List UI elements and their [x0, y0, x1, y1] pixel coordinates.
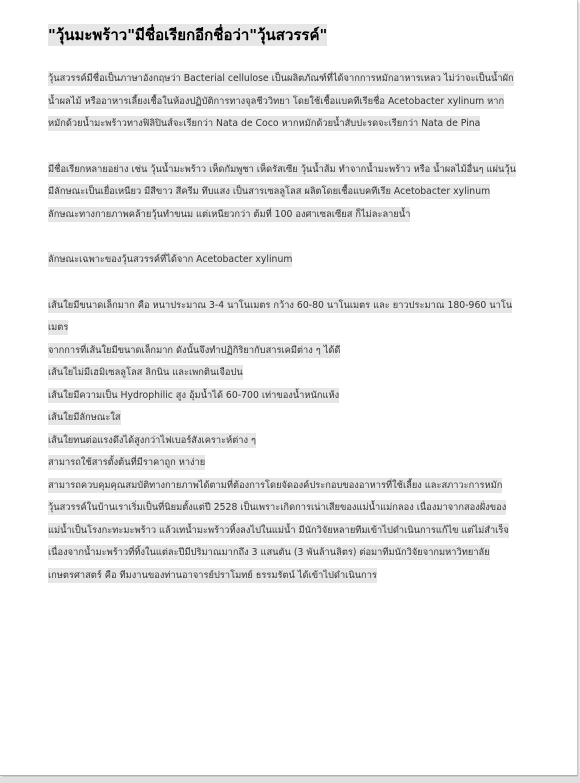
paragraph-names — [48, 159, 518, 227]
feature-item-text: สามารถใช้สารตั้งต้นที่มีราคาถูก หาง่าย — [48, 457, 206, 468]
paragraph-intro — [48, 68, 518, 136]
feature-item-text: วุ้นสวรรค์ในบ้านเราเริ่มเป็นที่นิยมตั้งแต่ปี 2528 เป็นเพราะเกิดการเน่าเสียของแม่น้ำแม่กลอง เนื่องมาจากสองฝั่งของแม่น้ำเป็นโรงกะทะมะพร้าว แล้วเทน้ำมะพร้าวทิ้งลงไปในแม่น้ำ มีนักวิจัยหลายทีมเข้าไปดำเนินการแก้ไข แต่ไม่สำเร็จเนื่องจากน้ำมะพร้าวที่ทิ้งในแต่ละปีมีปริมาณมากถึง 3 แสนตัน (3 พันล้านลิตร) ต่อมาทีมนักวิจัยจากมหาวิทยาลัยเกษตรศาสตร์ คือ ทีมงานของท่านอาจารย์ปราโมทย์ ธรรมรัตน์ ได้เข้าไปดำเนินการ — [48, 502, 509, 581]
feature-item — [48, 362, 518, 385]
document-title — [48, 24, 518, 46]
feature-item — [48, 452, 518, 475]
feature-item-text: เส้นใยทนต่อแรงดึงได้สูงกว่าไฟเบอร์สังเคราะห์ต่าง ๆ — [48, 434, 257, 446]
feature-item-text: เส้นใยมีความเป็น Hydrophilic สูง อุ้มน้ำได้ 60-700 เท่าของน้ำหนักแห้ง — [48, 389, 340, 401]
feature-item — [48, 295, 518, 340]
feature-item-text: จากการที่เส้นใยมีขนาดเล็กมาก ดังนั้นจึงทำปฏิกิริยากับสารเคมีต่าง ๆ ได้ดี — [48, 344, 341, 356]
paragraph-features-heading-text: ลักษณะเฉพาะของวุ้นสวรรค์ที่ได้จาก Acetobacter xylinum — [48, 254, 293, 265]
feature-item-text: เส้นใยไม่มีเฮมิเซลลูโลส ลิกนิน และเพกตินเจือปน — [48, 367, 243, 378]
paragraph-names-text: มีชื่อเรียกหลายอย่าง เช่น วุ้นน้ำมะพร้าว เห็ดกัมพูชา เห็ดรัสเซีย วุ้นน้ำส้ม ทำจากน้ำมะพร้าว หรือ น้ำผลไม้อื่นๆ แผ่นวุ้นมีลักษณะเป็นเยื่อเหนียว มีสีขาว สีครีม ทึบแสง เป็นสารเซลลูโลส ผลิตโดยเชื้อแบคทีเรีย Acetobacter xylinum ลักษณะทางกายภาพคล้ายวุ้นทำขนม แต่เหนียวกว่า ต้มที่ 100 องศาเซลเซียส ก็ไม่ละลายน้ำ — [48, 163, 516, 220]
document-content — [48, 24, 518, 587]
paragraph-features-heading — [48, 249, 518, 272]
feature-item — [48, 497, 518, 587]
feature-item-text: เส้นใยมีขนาดเล็กมาก คือ หนาประมาณ 3-4 นาโนเมตร กว้าง 60-80 นาโนเมตร และ ยาวประมาณ 180-960 นาโนเมตร — [48, 299, 513, 333]
document-title-text: "วุ้นมะพร้าว"มีชื่อเรียกอีกชื่อว่า"วุ้นสวรรค์" — [48, 26, 328, 44]
paragraph-intro-text: วุ้นสวรรค์มีชื่อเป็นภาษาอังกฤษว่า Bacterial cellulose เป็นผลิตภัณฑ์ที่ได้จากการหมักอาหารเหลว ไม่ว่าจะเป็นน้ำผัก น้ำผลไม้ หรืออาหารเลี้ยงเชื้อในห้องปฏิบัติการทางจุลชีววิทยา โดยใช้เชื้อแบคทีเรียชื่อ Acetobacter xylinum หากหมักด้วยน้ำมะพร้าวทางฟิลิปินส์จะเรียกว่า Nata de Coco หากหมักด้วยน้ำสับปะรดจะเรียกว่า Nata de Pina — [48, 73, 514, 129]
feature-item-text: สามารถควบคุมคุณสมบัติทางกายภาพได้ตามที่ต้องการโดยจัดองค์ประกอบของอาหารที่ใช้เลี้ยง และสภาวะการหมัก — [48, 479, 503, 491]
feature-list — [48, 295, 518, 588]
viewer-bottom-edge — [0, 777, 580, 783]
feature-item — [48, 407, 518, 430]
feature-item-text: เส้นใยมีลักษณะใส — [48, 412, 121, 423]
feature-item — [48, 340, 518, 363]
feature-item — [48, 475, 518, 498]
feature-item — [48, 430, 518, 453]
feature-item — [48, 385, 518, 408]
